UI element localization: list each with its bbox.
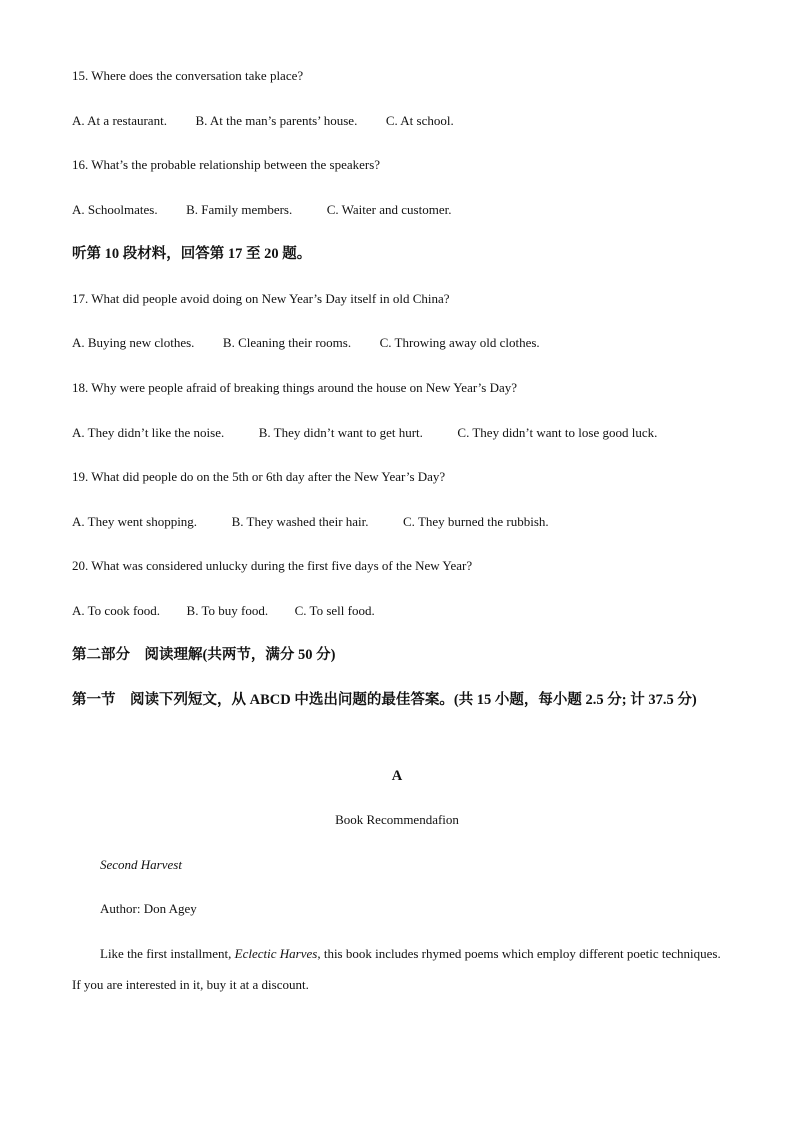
option-b: B. They washed their hair. [231, 514, 369, 529]
question-16-options [72, 202, 451, 218]
question-17-options [72, 335, 540, 351]
passage-letter: A [391, 768, 403, 784]
option-a: A. To cook food. [72, 603, 161, 618]
book-title-text: Second Harvest [100, 857, 182, 872]
book-author: Author: Don Agey [100, 901, 197, 916]
option-a: A. Buying new clothes. [72, 335, 195, 350]
question-19-options [72, 514, 549, 530]
option-c: C. To sell food. [294, 603, 375, 618]
question-20-options [72, 603, 375, 619]
question-20-text: 20. What was considered unlucky during the first five days of the New Year? [72, 558, 473, 573]
question-16-text: 16. What’s the probable relationship between the speakers? [72, 157, 381, 172]
question-17-text: 17. What did people avoid doing on New Year’s Day itself in old China? [72, 291, 450, 306]
section-1-heading: 第一节 阅读下列短文，从 ABCD 中选出问题的最佳答案。(共 15 小题，每小题 2.5 分; 计 37.5 分) [72, 692, 697, 708]
option-b: B. At the man’s parents’ house. [195, 113, 358, 128]
option-c: C. They burned the rubbish. [403, 514, 549, 529]
option-c: C. Waiter and customer. [326, 202, 452, 217]
book-title [100, 857, 182, 873]
question-19-text: 19. What did people do on the 5th or 6th day after the New Year’s Day? [72, 469, 446, 484]
option-c: C. At school. [385, 113, 454, 128]
paragraph-text-start: Like the first installment, [100, 946, 235, 961]
option-c: C. They didn’t want to lose good luck. [457, 425, 658, 440]
option-a: A. Schoolmates. [72, 202, 158, 217]
option-a: A. At a restaurant. [72, 113, 167, 128]
question-18-text: 18. Why were people afraid of breaking things around the house on New Year’s Day? [72, 380, 518, 395]
option-a: A. They went shopping. [72, 514, 198, 529]
option-b: B. To buy food. [186, 603, 269, 618]
paragraph-italic-title: Eclectic Harves [234, 946, 318, 961]
question-15-text: 15. Where does the conversation take place? [72, 68, 304, 83]
paragraph-text-end: , this book includes rhymed poems which employ different poetic techniques. If you are interested in it, buy it at a discount. [72, 946, 721, 992]
option-b: B. Family members. [186, 202, 293, 217]
option-c: C. Throwing away old clothes. [379, 335, 540, 350]
option-a: A. They didn’t like the noise. [72, 425, 225, 440]
part-2-heading: 第二部分 阅读理解(共两节，满分 50 分) [72, 647, 336, 663]
option-b: B. They didn’t want to get hurt. [258, 425, 423, 440]
question-15-options [72, 113, 454, 129]
question-18-options [72, 425, 657, 441]
option-b: B. Cleaning their rooms. [222, 335, 352, 350]
passage-heading: Book Recommendafion [335, 812, 459, 827]
section-heading-listening-10: 听第 10 段材料，回答第 17 至 20 题。 [72, 246, 312, 262]
passage-paragraph [72, 938, 722, 1000]
